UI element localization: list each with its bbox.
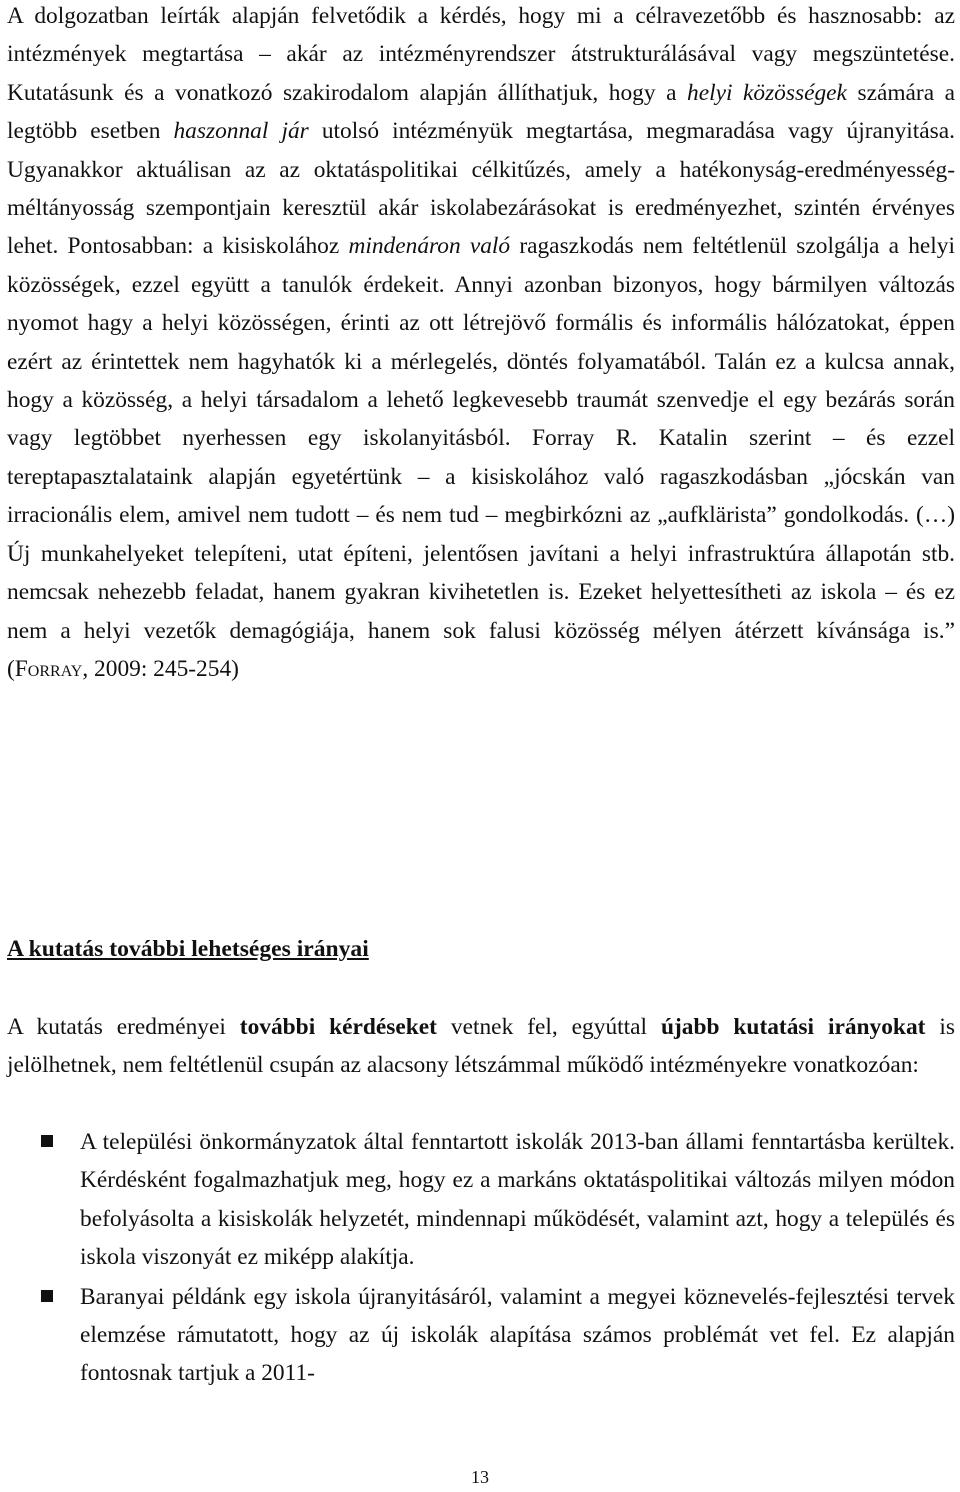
section-heading: A kutatás további lehetséges irányai (7, 936, 369, 962)
text-run: Forray (14, 655, 83, 682)
bullet-list (7, 1123, 955, 1393)
text-run: is jelölhetnek, nem feltétlenül csupán az alacsony létszámmal működő intézményekre vonatkozóan: (7, 1014, 955, 1079)
text-run: vetnek fel, egyúttal (436, 1014, 661, 1040)
text-run: számára a legtöbb esetben (7, 79, 955, 145)
square-bullet-icon (41, 1135, 53, 1147)
bullet-text: Baranyai példánk egy iskola újranyitásáról, valamint a megyei köznevelés-fejlesztési tervek elemzése rámutatott, hogy az új iskolák alapítása számos problémát vet fel. Ez alapján fontosnak tartjuk a 2011- (80, 1283, 955, 1387)
text-run: utolsó intézményük megtartása, megmaradása vagy újranyitása. Ugyanakkor aktuálisan az az oktatáspolitikai célkitűzés, amely a hatékonyság-eredményesség-méltányosság szempontjain keresztül akár iskolabezárásokat is eredményezhet, szintén érvényes lehet. Pontosabban: a kisiskolához (7, 118, 955, 260)
page-number: 13 (471, 1467, 489, 1487)
text-run: helyi közösségek (687, 79, 847, 106)
bullet-text: A települési önkormányzatok által fenntartott iskolák 2013-ban állami fenntartásba kerültek. Kérdésként fogalmazhatjuk meg, hogy ez a markáns oktatáspolitikai változás milyen módon befolyásolta a kisiskolák helyzetét, mindennapi működését, valamint azt, hogy a település és iskola viszonyát ez miképp alakítja. (80, 1129, 955, 1271)
square-bullet-icon (41, 1290, 53, 1302)
body-paragraph-2 (7, 1008, 955, 1085)
text-run: haszonnal jár (173, 118, 309, 145)
body-paragraph-1 (7, 0, 955, 688)
text-run: újabb kutatási irányokat (660, 1014, 926, 1040)
text-run: A kutatás eredményei (7, 1014, 240, 1040)
text-run: mindenáron való (348, 233, 511, 260)
bullet-item (7, 1123, 955, 1277)
text-run: további kérdéseket (239, 1014, 437, 1040)
text-run: A dolgozatban leírták alapján felvetődik a kérdés, hogy mi a célravezetőbb és hasznosabb: az intézmények megtartása – akár az intézményrendszer átstrukturálásával vagy megszüntetése. Kutatásunk és a vonatkozó szakirodalom alapján állíthatjuk, hogy a (7, 3, 955, 106)
text-run: ragaszkodás nem feltétlenül szolgálja a helyi közösségek, ezzel együtt a tanulók érdekeit. Annyi azonban bizonyos, hogy bármilyen változás nyomot hagy a helyi közösségen, érinti az ott létrejövő formális és informális hálózatokat, éppen ezért az érintettek nem hagyhatók ki a mérlegelés, döntés folyamatából. Talán ez a kulcsa annak, hogy a közösség, a helyi társadalom a lehető legkevesebb traumát szenvedje el egy bezárás során vagy legtöbbet nyerhessen egy iskolanyitásból. Forray R. Katalin szerint – és ezzel tereptapasztalataink alapján egyetértünk – a kisiskolához való ragaszkodásban „jócskán van irracionális elem, amivel nem tudott – és nem tud – megbirkózni az „aufklärista” gondolkodás. (…) Új munkahelyeket telepíteni, utat építeni, jelentősen javítani a helyi infrastruktúra állapotán stb. nemcsak nehezebb feladat, hanem gyakran kivihetetlen is. Ezeket helyettesítheti az iskola – és ez nem a helyi vezetők demagógiája, hanem sok falusi közösség mélyen átérzett kívánsága is.” ( (7, 233, 955, 682)
bullet-item (7, 1278, 955, 1393)
text-run: , 2009: 245-254) (82, 655, 239, 682)
